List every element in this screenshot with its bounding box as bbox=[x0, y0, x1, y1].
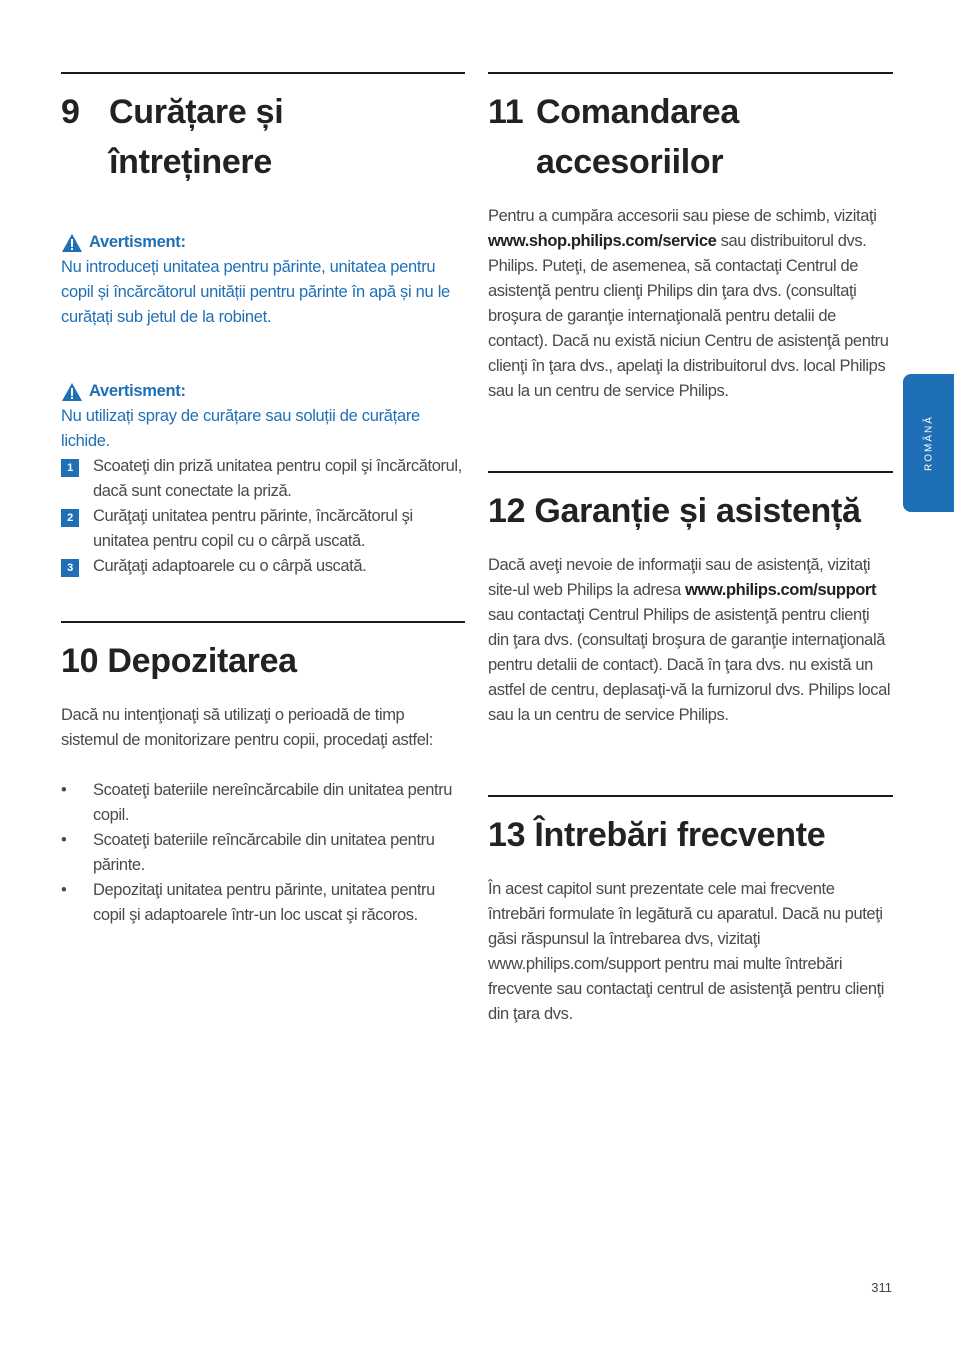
warning-title: Avertisment: bbox=[89, 382, 186, 400]
warning-text: Nu utilizați spray de curățare sau soluții de curățare lichide. bbox=[61, 407, 420, 450]
step-text: Curăţaţi unitatea pentru părinte, încărcătorul şi unitatea pentru copil cu o cârpă uscată. bbox=[93, 507, 413, 550]
bullet-icon: • bbox=[61, 781, 67, 799]
warning-triangle-icon bbox=[61, 233, 83, 253]
section-12-body bbox=[488, 553, 893, 728]
body-text: Pentru a cumpăra accesorii sau piese de schimb, vizitaţi bbox=[488, 207, 877, 225]
bullet-icon: • bbox=[61, 881, 67, 899]
section-9-title-line1: Curățare și bbox=[109, 93, 284, 131]
step-number-badge: 3 bbox=[61, 559, 79, 577]
section-13-body: În acest capitol sunt prezentate cele mai frecvente întrebări formulate în legătură cu aparatul. Dacă nu puteţi găsi răspunsul la întrebarea dvs, vizitaţi www.philips.com/support pentru mai multe întrebări frecvente sau contactaţi centrul de asistenţă pentru clienţi din ţara dvs. bbox=[488, 880, 885, 1023]
step-number-badge: 1 bbox=[61, 459, 79, 477]
warning-triangle-icon bbox=[61, 382, 83, 402]
body-text: Dacă aveţi nevoie de informaţii sau de asistenţă, vizitaţi site-ul web Philips la adresa bbox=[488, 556, 871, 599]
support-link[interactable]: www.philips.com/support bbox=[685, 581, 877, 599]
section-13-heading: 13 Întrebări frecvente bbox=[488, 816, 826, 854]
list-item bbox=[61, 828, 465, 878]
section-10-intro: Dacă nu intenţionaţi să utilizaţi o perioadă de timp sistemul de monitorizare pentru copii, procedaţi astfel: bbox=[61, 706, 433, 749]
list-item bbox=[61, 454, 465, 504]
section-11-heading bbox=[488, 87, 893, 187]
section-divider bbox=[61, 72, 465, 74]
section-9-title-line2: întreținere bbox=[109, 143, 272, 181]
bullet-text: Scoateţi bateriile reîncărcabile din unitatea pentru părinte. bbox=[93, 831, 435, 874]
warning-title: Avertisment: bbox=[89, 233, 186, 251]
warning-block-2 bbox=[61, 379, 465, 454]
step-text: Curăţaţi adaptoarele cu o cârpă uscată. bbox=[93, 557, 367, 575]
bullet-icon: • bbox=[61, 831, 67, 849]
step-text: Scoateţi din priză unitatea pentru copil şi încărcătorul, dacă sunt conectate la priză. bbox=[93, 457, 462, 500]
section-10-heading: 10 Depozitarea bbox=[61, 642, 297, 680]
section-12-heading: 12 Garanție și asistență bbox=[488, 492, 861, 530]
bullet-text: Scoateţi bateriile nereîncărcabile din unitatea pentru copil. bbox=[93, 781, 453, 824]
section-11-title-line1: Comandarea bbox=[536, 93, 739, 131]
section-divider bbox=[488, 72, 893, 74]
language-label: ROMÂNĂ bbox=[923, 415, 934, 471]
section-divider bbox=[488, 471, 893, 473]
section-11-title-line2: accesoriilor bbox=[536, 143, 724, 181]
section-11-number: 11 bbox=[488, 93, 524, 131]
body-text: sau distribuitorul dvs. Philips. Puteţi, de asemenea, să contactaţi Centrul de asistenţă pentru clienţi Philips din ţara dvs. (consultaţi broşura de garanţie internaţională pentru detalii de contact). Dacă nu există niciun Centru de asistenţă pentru clienţi în ţara dvs., apelaţi la distribuitorul dvs. local Philips sau la un centru de service Philips. bbox=[488, 232, 889, 400]
list-item bbox=[61, 778, 465, 828]
storage-bullet-list bbox=[61, 778, 465, 928]
warning-text: Nu introduceți unitatea pentru părinte, unitatea pentru copil și încărcătorul unității pentru părinte în apă și nu le curățați sub jetul de la robinet. bbox=[61, 258, 450, 326]
step-number-badge: 2 bbox=[61, 509, 79, 527]
section-9-number: 9 bbox=[61, 93, 80, 131]
body-text: sau contactaţi Centrul Philips de asistenţă pentru clienţi din ţara dvs. (consultaţi broşura de garanţie internaţională pentru detalii de contact). Dacă în ţara dvs. nu există un astfel de centru, deplasaţi-vă la furnizorul dvs. Philips local sau la un centru de service Philips. bbox=[488, 606, 891, 724]
page-number: 311 bbox=[871, 1280, 892, 1295]
list-item bbox=[61, 878, 465, 928]
section-11-body bbox=[488, 204, 893, 404]
warning-block-1 bbox=[61, 230, 465, 330]
section-9-heading bbox=[61, 87, 465, 187]
cleaning-steps-list bbox=[61, 454, 465, 579]
bullet-text: Depozitaţi unitatea pentru părinte, unitatea pentru copil şi adaptoarele într-un loc uscat şi răcoros. bbox=[93, 881, 435, 924]
section-divider bbox=[488, 795, 893, 797]
list-item bbox=[61, 554, 465, 579]
shop-link[interactable]: www.shop.philips.com/service bbox=[488, 232, 717, 250]
section-divider bbox=[61, 621, 465, 623]
language-side-tab bbox=[903, 374, 954, 512]
list-item bbox=[61, 504, 465, 554]
